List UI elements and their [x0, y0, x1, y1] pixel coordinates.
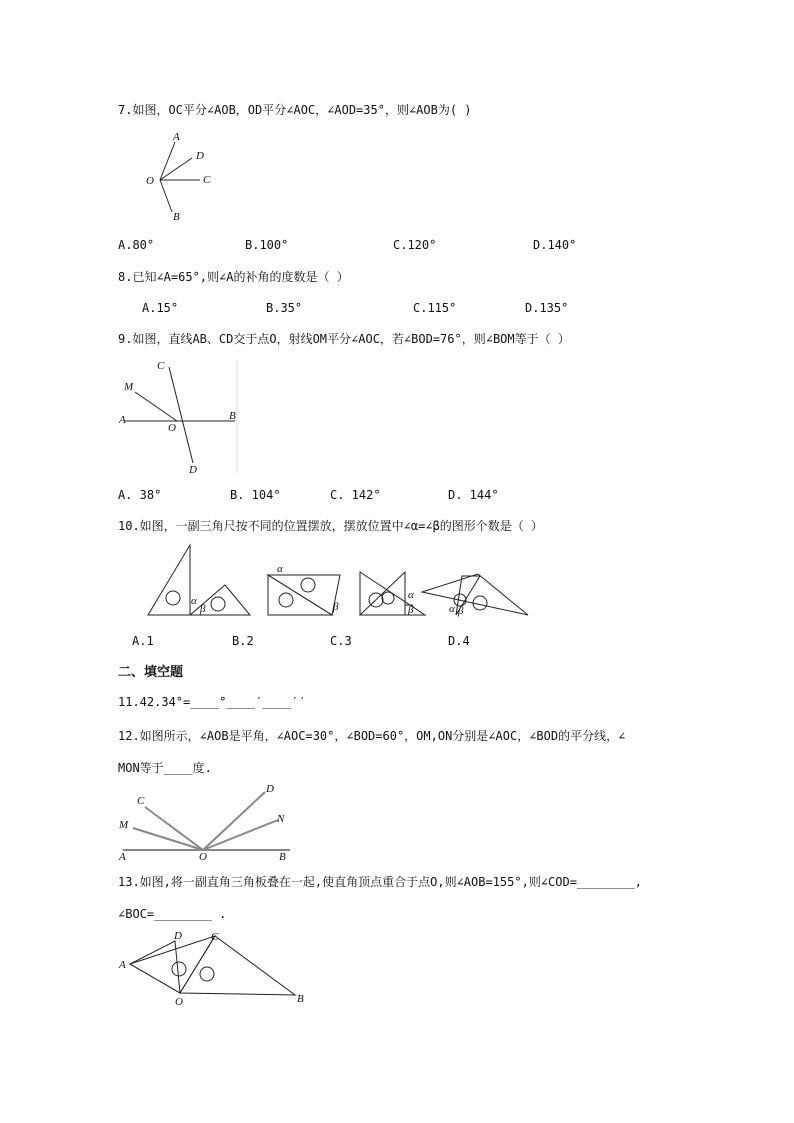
q7-option-a: A.80°	[118, 238, 155, 252]
q9-label-c: C	[157, 360, 165, 372]
q9-option-a: A. 38°	[118, 488, 162, 502]
q7-label-c: C	[203, 174, 211, 186]
q10-fig4-alpha: α	[449, 603, 455, 615]
q13-label-o: O	[175, 996, 183, 1008]
q7-option-d: D.140°	[533, 238, 577, 252]
q12-stem-line2: MON等于____度.	[118, 761, 212, 775]
q8-option-c: C.115°	[413, 301, 457, 315]
q13-label-d: D	[174, 930, 182, 942]
q10-stem: 10.如图，一副三角尺按不同的位置摆放，摆放位置中∠α=∠β的图形个数是（ ）	[118, 519, 544, 533]
q10-fig2-beta: β	[333, 601, 339, 613]
q12-label-a: A	[119, 851, 126, 863]
q12-stem-line1: 12.如图所示，∠AOB是平角，∠AOC=30°，∠BOD=60°，OM,ON分别是∠AOC，∠BOD的平分线，∠	[118, 729, 626, 743]
q12-label-c: C	[137, 795, 145, 807]
q13-label-a: A	[119, 959, 126, 971]
q10-option-a: A.1	[132, 634, 154, 648]
q10-figure	[140, 540, 540, 622]
q10-option-b: B.2	[232, 634, 254, 648]
q12-figure	[115, 782, 295, 864]
q9-label-o: O	[168, 422, 176, 434]
q9-option-b: B. 104°	[230, 488, 281, 502]
q9-option-d: D. 144°	[448, 488, 499, 502]
q9-label-m: M	[124, 381, 134, 393]
q10-fig3-alpha: α	[408, 589, 414, 601]
q13-stem-line1: 13.如图,将一副直角三角板叠在一起,使直角顶点重合于点O,则∠AOB=155°,则∠COD=________,	[118, 875, 642, 889]
q10-option-c: C.3	[330, 634, 352, 648]
q11-stem: 11.42.34°=____°____′____′′	[118, 695, 306, 709]
q9-stem: 9.如图，直线AB、CD交于点O，射线OM平分∠AOC，若∠BOD=76°，则∠BOM等于（ ）	[118, 332, 570, 346]
q9-figure	[115, 355, 245, 477]
q10-option-d: D.4	[448, 634, 470, 648]
q10-fig3-beta: β	[408, 604, 414, 616]
q10-fig1-beta: β	[200, 603, 206, 615]
q13-figure	[115, 928, 315, 1008]
q12-label-n: N	[277, 813, 285, 825]
q7-figure	[140, 128, 220, 223]
q12-label-o: O	[199, 851, 207, 863]
q8-option-a: A.15°	[142, 301, 179, 315]
q12-label-b: B	[279, 851, 286, 863]
q8-option-d: D.135°	[525, 301, 569, 315]
section-title-fill-in: 二、填空题	[118, 665, 184, 680]
q10-fig4-beta: β	[458, 605, 464, 617]
q10-fig2-alpha: α	[277, 563, 283, 575]
q7-label-o: O	[146, 175, 154, 187]
q7-option-b: B.100°	[245, 238, 289, 252]
q9-label-b: B	[229, 410, 236, 422]
q9-label-a: A	[119, 414, 126, 426]
q12-label-m: M	[119, 819, 129, 831]
q10-fig1-alpha: α	[191, 595, 197, 607]
q9-label-d: D	[189, 464, 197, 476]
q7-label-d: D	[196, 150, 204, 162]
q12-label-d: D	[266, 783, 274, 795]
q8-stem: 8.已知∠A=65°,则∠A的补角的度数是（ ）	[118, 270, 349, 284]
q13-stem-line2: ∠BOC=________ .	[118, 907, 227, 921]
q7-option-c: C.120°	[393, 238, 437, 252]
q9-option-c: C. 142°	[330, 488, 381, 502]
q13-label-b: B	[297, 993, 304, 1005]
q13-label-c: C	[211, 931, 219, 943]
q7-label-a: A	[173, 131, 180, 143]
q7-label-b: B	[173, 211, 180, 223]
q8-option-b: B.35°	[266, 301, 303, 315]
q7-stem: 7.如图，OC平分∠AOB，OD平分∠AOC，∠AOD=35°，则∠AOB为( )	[118, 103, 472, 117]
